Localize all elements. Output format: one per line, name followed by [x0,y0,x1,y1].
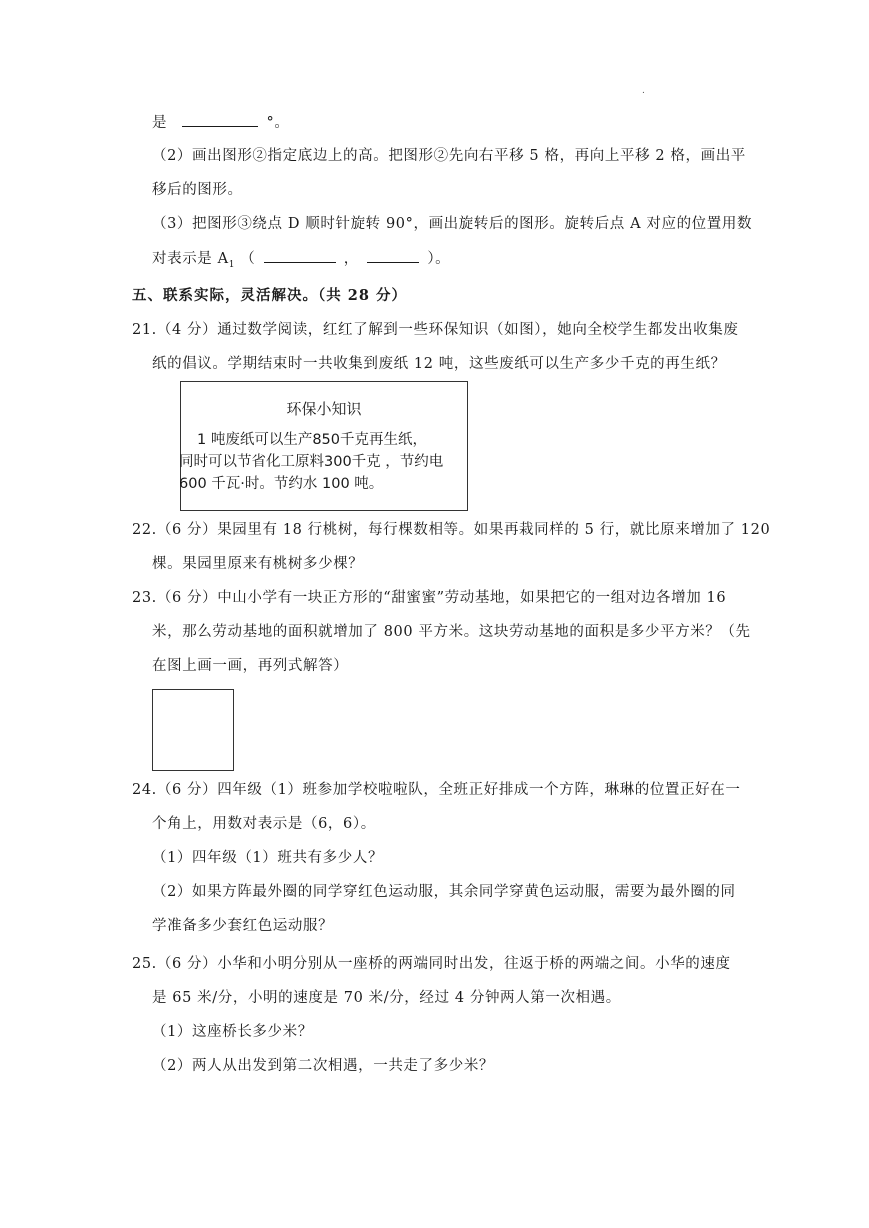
q21-line2: 纸的倡议。学期结束时一共收集到废纸 12 吨，这些废纸可以生产多少千克的再生纸？ [152,356,726,372]
q20-part3-comma: ， [343,251,359,267]
q20-line1-suffix: °。 [266,115,290,131]
q20-part3-line2 [152,248,450,275]
q20-part2-line1: （2）画出图形②指定底边上的高。把图形②先向右平移 5 格，再向上平移 2 格，画出平 [152,148,746,164]
q20-part2-line2: 移后的图形。 [152,182,243,198]
q24-part2-line1: （2）如果方阵最外圈的同学穿红色运动服，其余同学穿黄色运动服，需要为最外圈的同 [152,884,736,900]
q20-answer-blank-angle[interactable] [182,112,258,127]
q20-part3-subscript: 1 [228,259,236,270]
eco-knowledge-line3: 600 千瓦·时。节约水 100 吨。 [179,476,384,492]
q20-part3-line1: （3）把图形③绕点 D 顺时针旋转 90°，画出旋转后的图形。旋转后点 A 对应的位置用数 [152,216,753,232]
q25-part2: （2）两人从出发到第二次相遇，一共走了多少米？ [152,1058,495,1074]
q20-part3-prefix: 对表示是 A [152,251,229,267]
q24-part2-line2: 学准备多少套红色运动服？ [152,918,334,934]
eco-knowledge-line2: 同时可以节省化工原料300千克 ，节约电 [179,454,444,470]
eco-knowledge-box [180,381,468,511]
q20-part3-open-paren: （ [240,251,256,267]
q20-line1-prefix: 是 [152,115,168,131]
q22-line1: 22.（6 分）果园里有 18 行桃树，每行棵数相等。如果再栽同样的 5 行，就比原来增加了 120 [132,522,771,538]
eco-knowledge-line1: 1 吨废纸可以生产850千克再生纸， [197,432,428,448]
square-garden-figure[interactable] [152,689,234,771]
q20-answer-blank-x[interactable] [264,248,336,263]
header-mark: . [642,86,645,96]
q21-line1: 21.（4 分）通过数学阅读，红红了解到一些环保知识（如图），她向全校学生都发出收集废 [132,322,739,338]
q20-answer-blank-y[interactable] [367,248,419,263]
q20-part3-close-paren: ）。 [427,251,451,267]
eco-knowledge-title: 环保小知识 [286,400,362,418]
q22-line2: 棵。果园里原来有桃树多少棵？ [152,556,364,572]
q23-line2: 米，那么劳动基地的面积就增加了 800 平方米。这块劳动基地的面积是多少平方米？（先 [152,624,751,640]
q24-line1: 24.（6 分）四年级（1）班参加学校啦啦队，全班正好排成一个方阵，琳琳的位置正好在一 [132,782,741,798]
q24-line2: 个角上，用数对表示是（6，6）。 [152,816,376,832]
section5-heading: 五、联系实际，灵活解决。（共 28 分） [132,287,408,304]
q20-line1 [152,112,290,133]
q25-line1: 25.（6 分）小华和小明分别从一座桥的两端同时出发，往返于桥的两端之间。小华的速度 [132,956,731,972]
q25-line2: 是 65 米/分，小明的速度是 70 米/分，经过 4 分钟两人第一次相遇。 [152,990,621,1006]
q23-line3: 在图上画一画，再列式解答） [152,658,349,674]
q24-part1: （1）四年级（1）班共有多少人？ [152,850,384,866]
q25-part1: （1）这座桥长多少米？ [152,1024,313,1040]
q23-line1: 23.（6 分）中山小学有一块正方形的“甜蜜蜜”劳动基地，如果把它的一组对边各增加 16 [132,590,727,606]
